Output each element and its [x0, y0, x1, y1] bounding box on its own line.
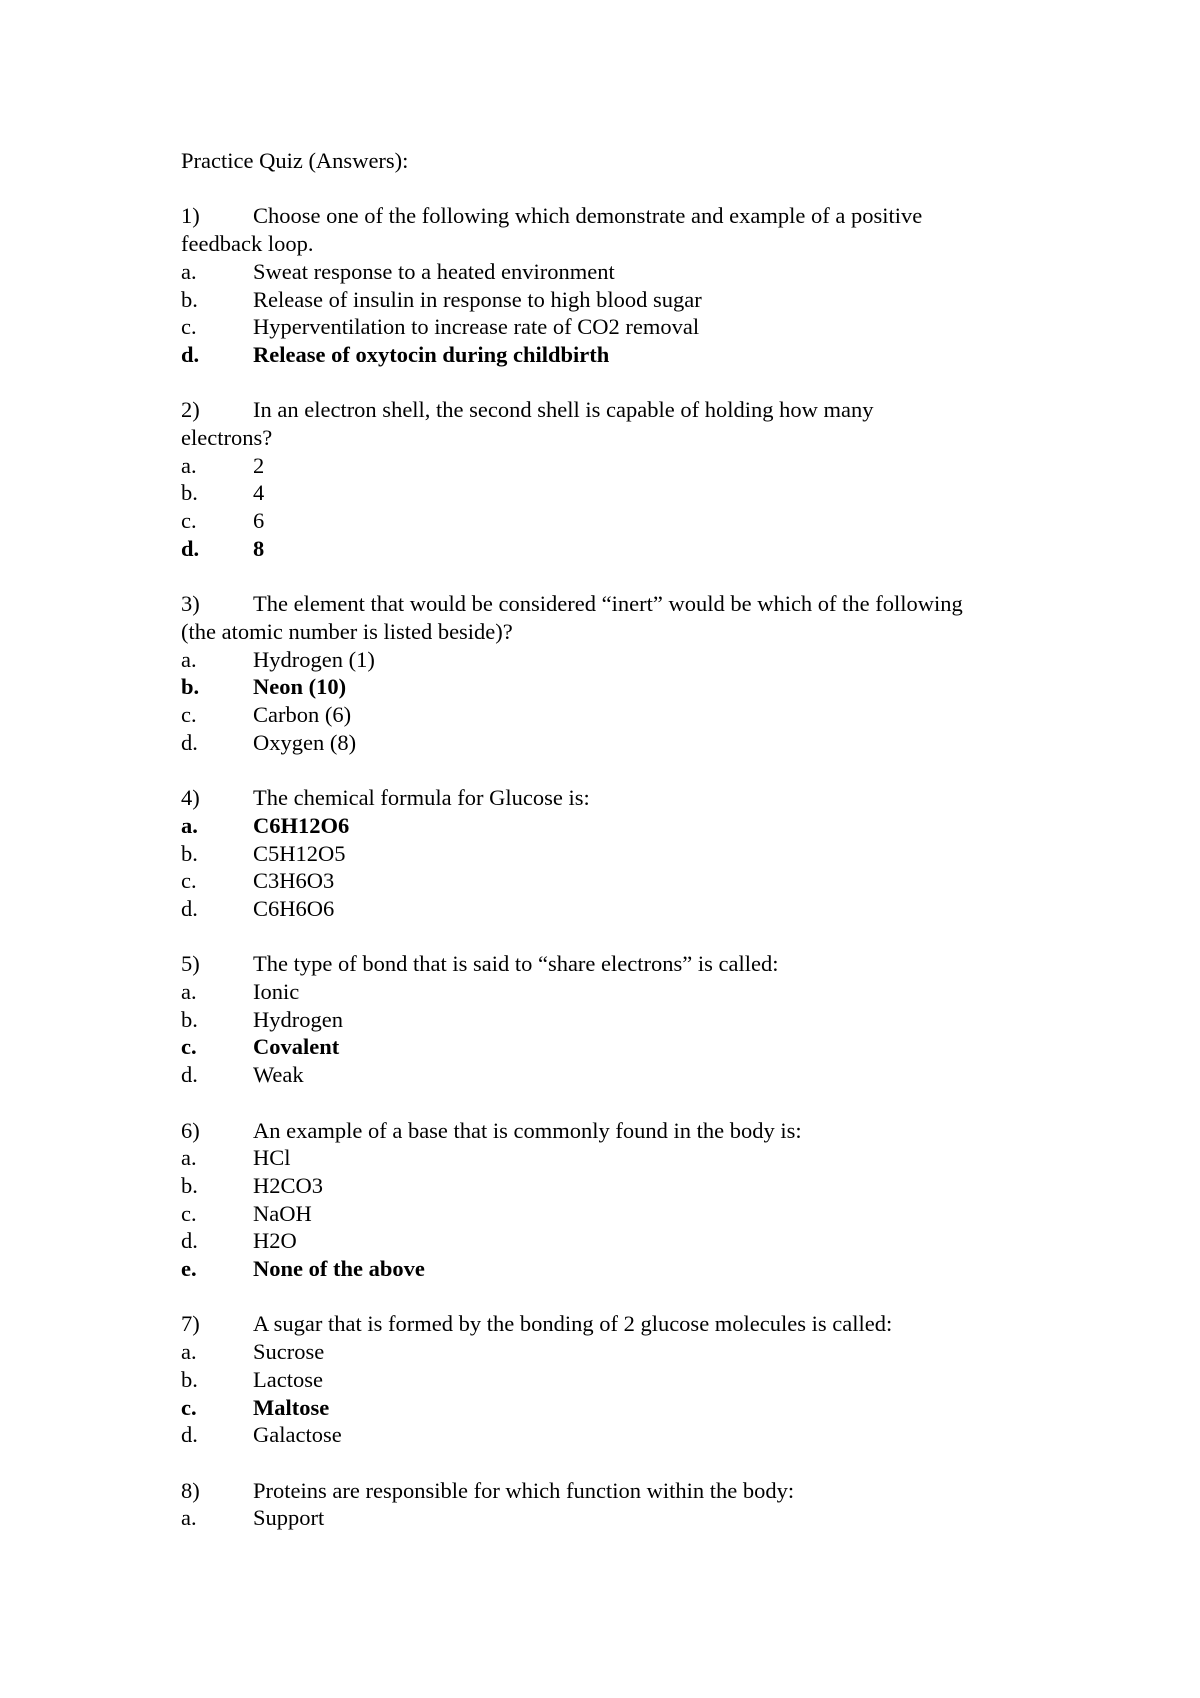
option-text: 6 [253, 508, 265, 534]
question-number: 7) [181, 1311, 200, 1337]
question-number: 2) [181, 397, 200, 423]
answer-option [181, 867, 1061, 895]
option-text: Lactose [253, 1366, 323, 1392]
question-stem [181, 396, 1061, 451]
question-stem [181, 1310, 1061, 1338]
question-stem [181, 784, 1061, 812]
answer-option [181, 1421, 1061, 1449]
answer-option [181, 1061, 1061, 1089]
option-text: HCl [253, 1145, 291, 1171]
question-line [181, 202, 1061, 230]
option-letter: c. [181, 1394, 197, 1420]
answer-option-correct [181, 341, 1061, 369]
option-letter: b. [181, 840, 198, 866]
option-letter: e. [181, 1256, 197, 1282]
question-3 [181, 590, 1061, 756]
question-stem [181, 1477, 1061, 1505]
option-letter: a. [181, 646, 197, 672]
option-letter: a. [181, 979, 197, 1005]
question-text-continuation: feedback loop. [181, 231, 314, 257]
answer-option-correct [181, 673, 1061, 701]
option-letter: b. [181, 674, 200, 700]
answer-option [181, 895, 1061, 923]
option-text: Hyperventilation to increase rate of CO2 removal [253, 314, 700, 340]
option-text: Hydrogen (1) [253, 646, 375, 672]
answer-option-correct [181, 812, 1061, 840]
option-text: 8 [253, 535, 265, 561]
option-letter: b. [181, 480, 198, 506]
question-line [181, 1477, 1061, 1505]
option-letter: c. [181, 314, 197, 340]
option-text: None of the above [253, 1256, 425, 1282]
option-text: Neon (10) [253, 674, 347, 700]
answer-option [181, 729, 1061, 757]
question-2 [181, 396, 1061, 562]
option-text: C5H12O5 [253, 840, 346, 866]
question-number: 4) [181, 785, 200, 811]
option-letter: a. [181, 452, 197, 478]
option-letter: b. [181, 1006, 198, 1032]
answer-option [181, 452, 1061, 480]
question-number: 6) [181, 1117, 200, 1143]
answer-option [181, 1200, 1061, 1228]
answer-option [181, 978, 1061, 1006]
option-text: Covalent [253, 1034, 340, 1060]
answer-option [181, 1366, 1061, 1394]
option-text: Sweat response to a heated environment [253, 258, 615, 284]
question-text: The element that would be considered “inert” would be which of the following [253, 591, 963, 617]
question-text: A sugar that is formed by the bonding of 2 glucose molecules is called: [253, 1311, 893, 1337]
question-line [181, 1117, 1061, 1145]
question-text: The type of bond that is said to “share electrons” is called: [253, 951, 779, 977]
question-text-continuation: electrons? [181, 425, 273, 450]
question-6 [181, 1117, 1061, 1283]
question-7 [181, 1310, 1061, 1449]
question-stem [181, 202, 1061, 257]
option-text: C6H6O6 [253, 895, 335, 921]
option-text: C3H6O3 [253, 868, 335, 894]
answer-option [181, 1172, 1061, 1200]
option-text: Carbon (6) [253, 702, 352, 728]
answer-option-correct [181, 1255, 1061, 1283]
question-stem [181, 950, 1061, 978]
option-letter: c. [181, 508, 197, 534]
option-letter: b. [181, 286, 198, 312]
option-text: Galactose [253, 1422, 342, 1448]
answer-option-correct [181, 535, 1061, 563]
question-number: 8) [181, 1477, 200, 1503]
answer-option [181, 1227, 1061, 1255]
option-text: Sucrose [253, 1339, 325, 1365]
option-letter: a. [181, 1505, 197, 1531]
question-text: Proteins are responsible for which function within the body: [253, 1477, 795, 1503]
option-text: Release of oxytocin during childbirth [253, 341, 610, 367]
option-letter: c. [181, 702, 197, 728]
option-letter: c. [181, 1034, 197, 1060]
question-line [181, 784, 1061, 812]
question-text: Choose one of the following which demonstrate and example of a positive [253, 203, 923, 229]
option-text: Weak [253, 1062, 304, 1088]
question-number: 3) [181, 591, 200, 617]
option-text: Oxygen (8) [253, 729, 357, 755]
option-letter: d. [181, 535, 200, 561]
answer-option-correct [181, 1394, 1061, 1422]
question-4 [181, 784, 1061, 923]
question-stem [181, 590, 1061, 645]
question-5 [181, 950, 1061, 1089]
question-number: 5) [181, 951, 200, 977]
question-text: In an electron shell, the second shell is capable of holding how many [253, 397, 874, 423]
document-content [181, 147, 1061, 1560]
question-1 [181, 202, 1061, 368]
option-text: Release of insulin in response to high blood sugar [253, 286, 702, 312]
option-text: Hydrogen [253, 1006, 343, 1032]
answer-option [181, 258, 1061, 286]
option-text: Support [253, 1505, 325, 1531]
option-letter: c. [181, 1200, 197, 1226]
question-text: An example of a base that is commonly found in the body is: [253, 1117, 802, 1143]
option-letter: b. [181, 1172, 198, 1198]
answer-option [181, 1006, 1061, 1034]
question-stem [181, 1117, 1061, 1145]
page-title: Practice Quiz (Answers): [181, 148, 409, 173]
answer-option-correct [181, 1033, 1061, 1061]
answer-option [181, 313, 1061, 341]
option-letter: a. [181, 1339, 197, 1365]
option-text: 2 [253, 452, 265, 478]
option-letter: d. [181, 729, 198, 755]
option-text: C6H12O6 [253, 812, 350, 838]
option-text: NaOH [253, 1200, 312, 1226]
answer-option [181, 1144, 1061, 1172]
option-letter: c. [181, 868, 197, 894]
option-letter: d. [181, 895, 198, 921]
answer-option [181, 701, 1061, 729]
option-text: Maltose [253, 1394, 330, 1420]
option-letter: b. [181, 1366, 198, 1392]
option-text: H2CO3 [253, 1172, 324, 1198]
option-letter: d. [181, 1228, 198, 1254]
question-8 [181, 1477, 1061, 1532]
answer-option [181, 1338, 1061, 1366]
question-line [181, 1310, 1061, 1338]
option-letter: a. [181, 812, 198, 838]
option-text: Ionic [253, 979, 300, 1005]
option-letter: a. [181, 1145, 197, 1171]
question-line [181, 950, 1061, 978]
question-text-continuation: (the atomic number is listed beside)? [181, 618, 513, 644]
answer-option [181, 840, 1061, 868]
option-text: 4 [253, 480, 265, 506]
question-list [181, 202, 1061, 1532]
answer-option [181, 479, 1061, 507]
option-letter: d. [181, 1422, 198, 1448]
answer-option [181, 646, 1061, 674]
option-text: H2O [253, 1228, 297, 1254]
question-line [181, 590, 1061, 618]
option-letter: a. [181, 258, 197, 284]
option-letter: d. [181, 1062, 198, 1088]
answer-option [181, 286, 1061, 314]
question-text: The chemical formula for Glucose is: [253, 785, 590, 811]
answer-option [181, 507, 1061, 535]
option-letter: d. [181, 341, 200, 367]
question-line [181, 396, 1061, 424]
question-number: 1) [181, 203, 200, 229]
answer-option [181, 1504, 1061, 1532]
